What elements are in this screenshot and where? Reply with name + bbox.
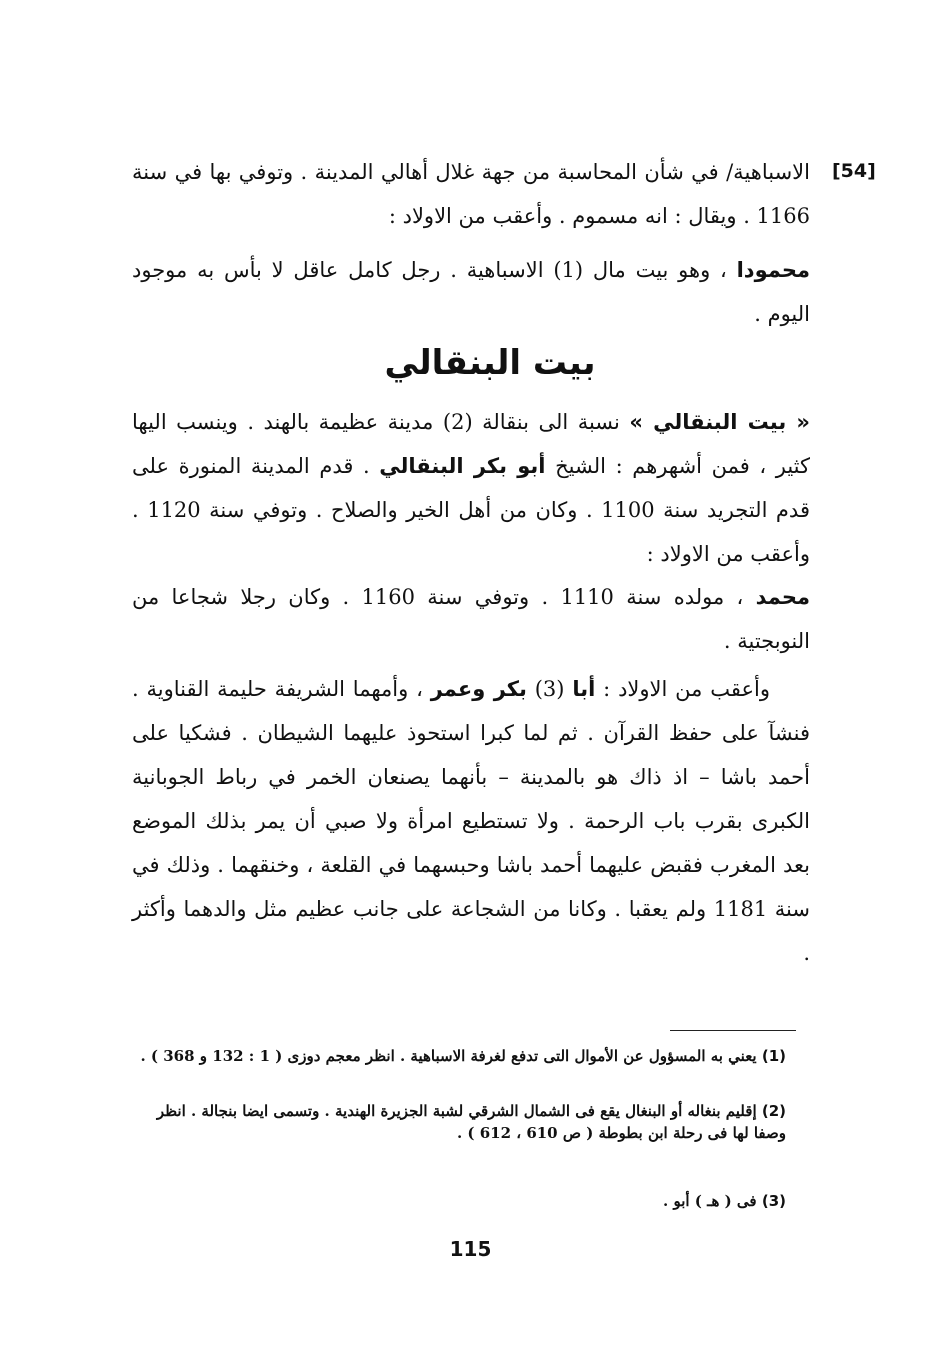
section-heading: بيت البنقالي <box>384 343 596 383</box>
footnote-2-text: إقليم بنغاله أو البنغال يقع فى الشمال الشرقي لشبة الجزيرة الهندية . وتسمى ايضا بنجالة . انظر وصفا لها فى رحلة ابن بطوطة ( ص 610 ، 612 ) . <box>156 1102 786 1142</box>
paragraph-4-text: ، مولده سنة 1110 . وتوفي سنة 1160 . وكان رجلا شجاعا من النوبجتية . <box>132 585 810 653</box>
folio-marker: [54] <box>832 160 876 182</box>
footnote-3-number: (3) <box>761 1192 786 1210</box>
footnote-2 <box>140 1100 786 1144</box>
paragraph-2 <box>132 248 810 336</box>
name-aba: أبا <box>572 677 596 701</box>
footnote-2-number: (2) <box>761 1102 786 1120</box>
paragraph-2-text: ، وهو بيت مال (1) الاسباهية . رجل كامل عاقل لا بأس به موجود اليوم . <box>132 258 810 326</box>
footnote-3 <box>140 1190 786 1212</box>
name-bakr-omar: بكر وعمر <box>430 677 527 701</box>
paragraph-3: « بيت البنقالي » نسبة الى بنقالة (2) مدينة عظيمة بالهند . وينسب اليها كثير ، فمن أشهرهم : الشيخ أبو بكر البنقالي . قدم المدينة المنورة على قدم التجريد سنة 1100 . وكان من أهل الخير والصلاح . وتوفي سنة 1120 . وأعقب من الاولاد : <box>132 410 810 566</box>
footnote-3-text: فى ( هـ ) أبو . <box>663 1192 757 1210</box>
name-mahmoud: محمودا <box>736 258 810 282</box>
paragraph-1-text: الاسباهية/ في شأن المحاسبة من جهة غلال أهالي المدينة . وتوفي بها في سنة 1166 . ويقال : انه مسموم . وأعقب من الاولاد : <box>132 160 810 228</box>
page-number: 115 <box>449 1237 492 1261</box>
paragraph-1 <box>132 150 810 238</box>
house-name: « بيت البنقالي » <box>629 410 810 434</box>
footnote-1 <box>140 1045 786 1067</box>
paragraph-4 <box>132 575 810 663</box>
name-muhammad: محمد <box>755 585 810 609</box>
footnote-1-text: يعني به المسؤول عن الأموال التى تدفع لغرفة الاسباهية . انظر معجم دوزى ( 1 : 132 و 368 ) . <box>140 1047 757 1065</box>
name-abu-bakr: أبو بكر البنقالي <box>379 454 546 478</box>
footnote-1-number: (1) <box>761 1047 786 1065</box>
paragraph-5: وأعقب من الاولاد : أبا (3) بكر وعمر ، وأمهما الشريفة حليمة القناوية . فنشآ على حفظ القرآن . ثم لما كبرا استحوذ عليهما الشيطان . فشكيا على أحمد باشا – اذ ذاك هو بالمدينة – بأنهما يصنعان الخمر في رباط الجوبانية الكبرى بقرب باب الرحمة . ولا تستطيع امرأة ولا صبي أن يمر بذلك الموضع بعد المغرب فقبض عليهما أحمد باشا وحبسهما في القلعة ، وخنقهما . وذلك في سنة 1181 ولم يعقبا . وكانا من الشجاعة على جانب عظيم مثل والدهما وأكثر . <box>132 677 811 965</box>
footnote-rule <box>670 1030 796 1031</box>
